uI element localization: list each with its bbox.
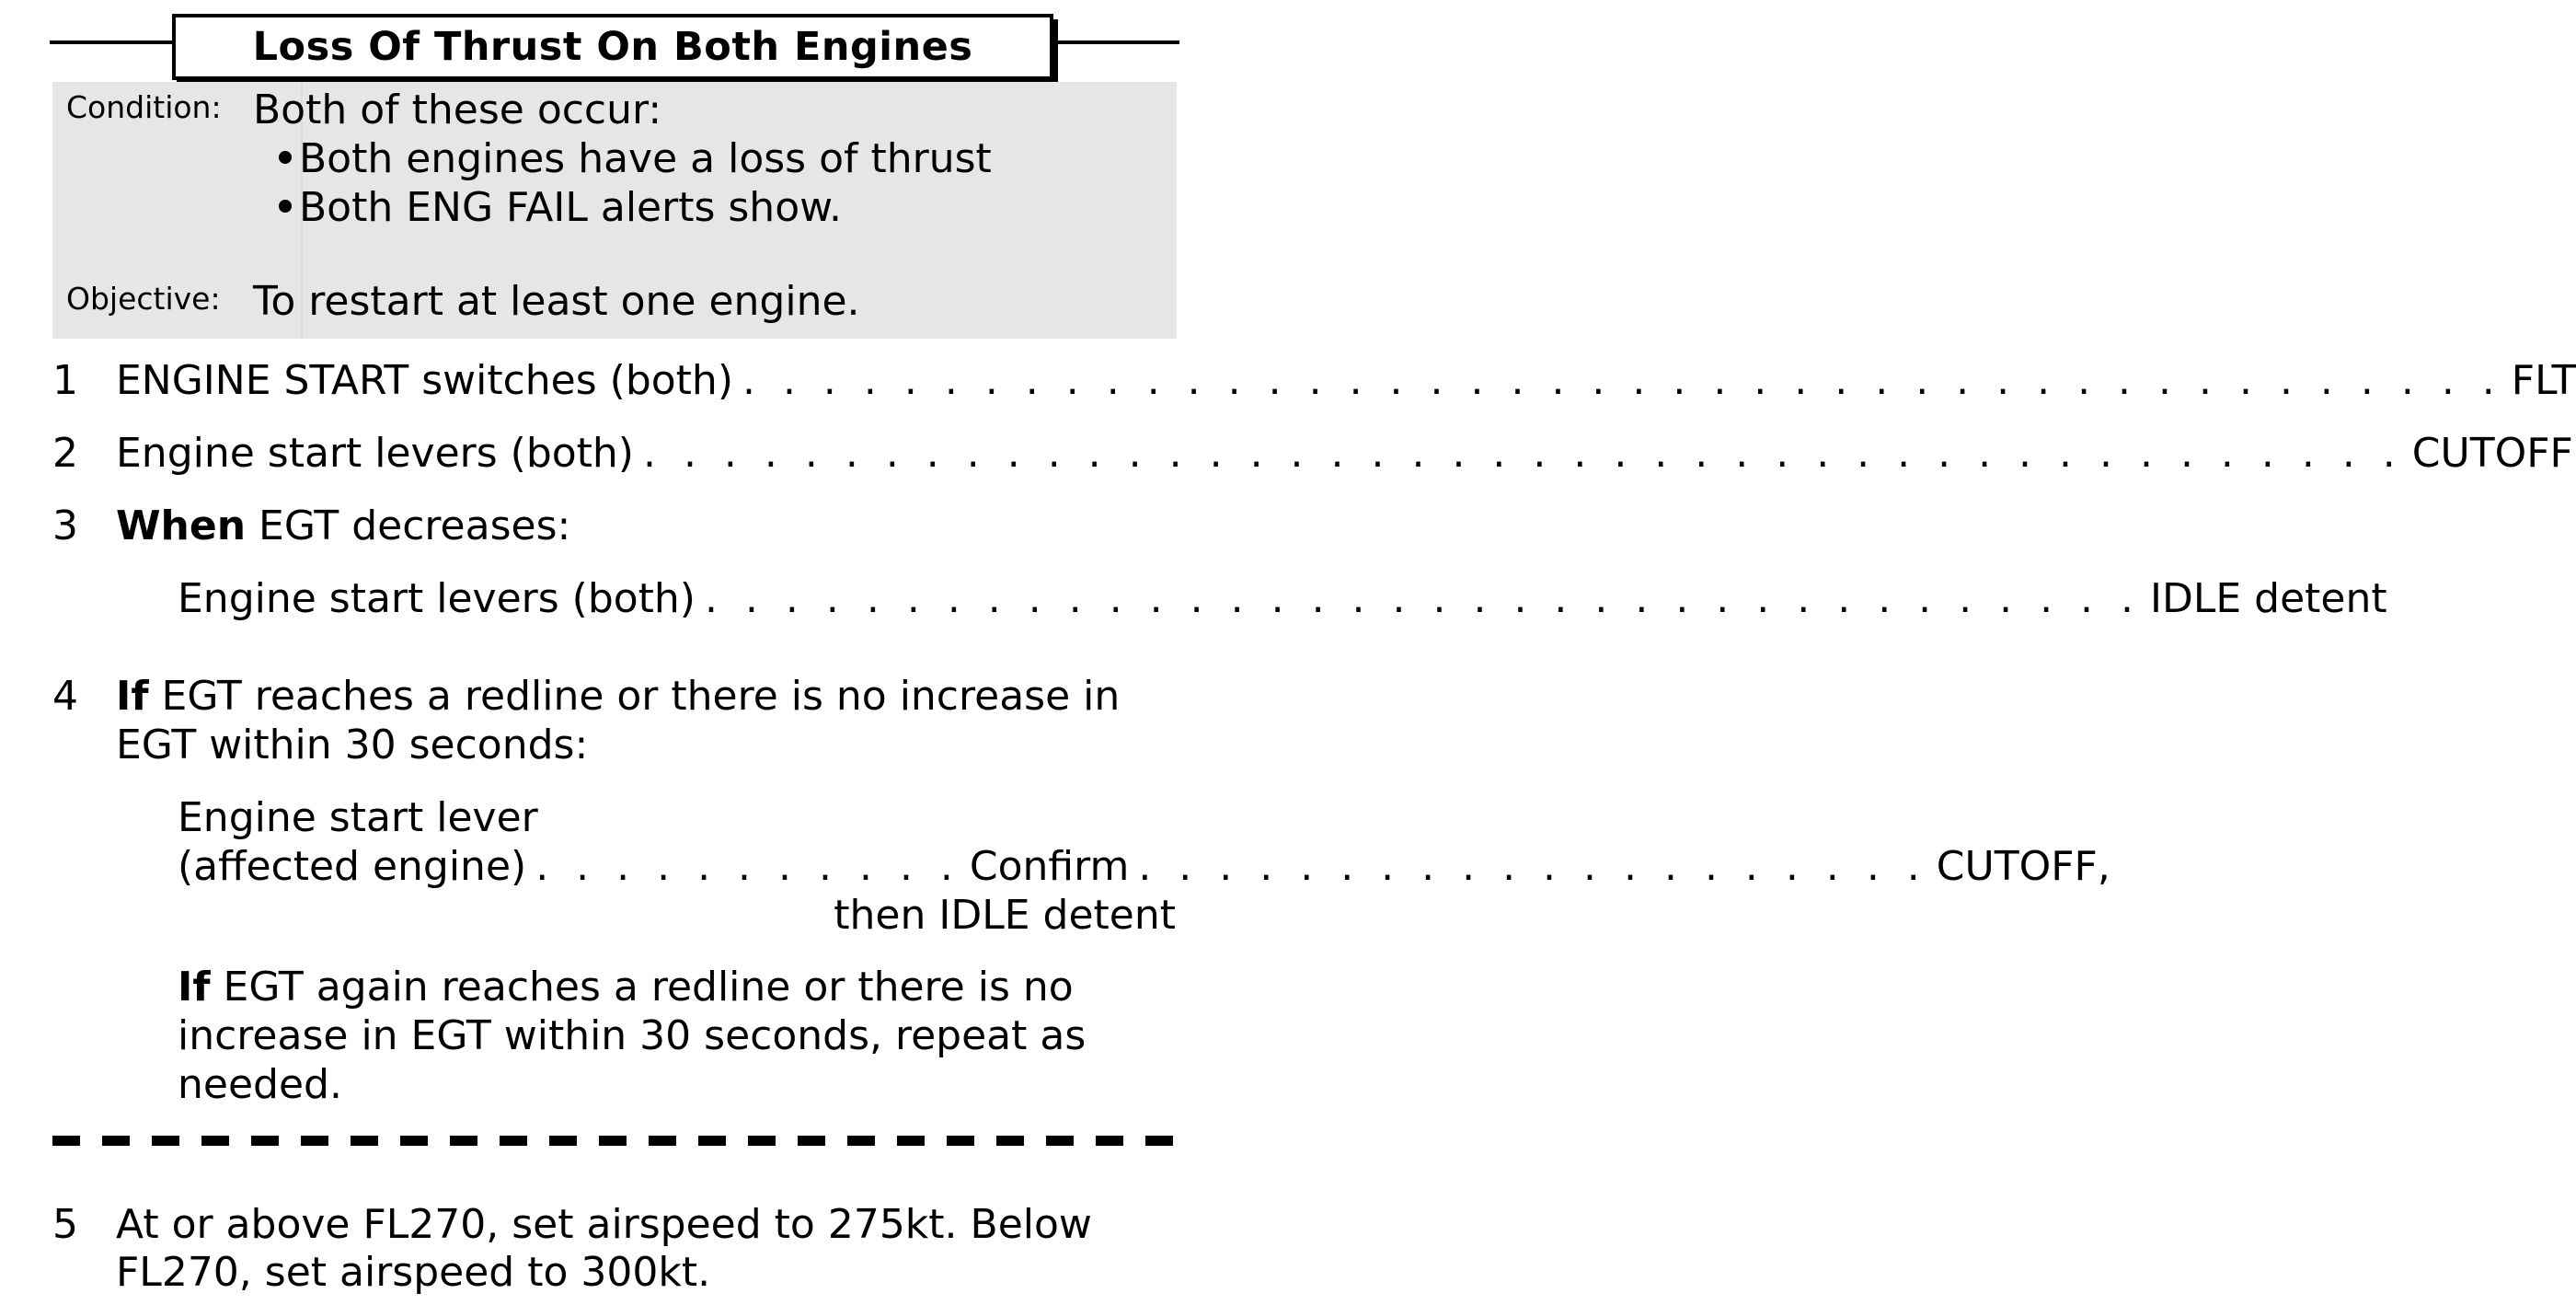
- step-1-value: FLT: [2511, 357, 2576, 404]
- objective-text: To restart at least one engine.: [253, 278, 860, 325]
- step-3-action-row: [178, 575, 2387, 622]
- step-1-row: [116, 357, 2576, 404]
- leader-dots: . . . . . . . . . . . . . . . . . . . . . . . . . . . . . . . . . . . . . . . . . . . .: [642, 430, 2403, 477]
- step-1-item: ENGINE START switches (both): [116, 357, 733, 404]
- condition-bullet: [279, 184, 842, 231]
- section-divider: [52, 1136, 1177, 1146]
- step-4-note-text: EGT again reaches a redline or there is no: [223, 964, 1074, 1011]
- step-3-number: 3: [52, 502, 78, 549]
- leader-dots: . . . . . . . . . . .: [535, 843, 960, 890]
- bullet-icon: [279, 151, 292, 164]
- step-3-keyword: When: [116, 502, 247, 549]
- condition-block: [52, 82, 1177, 339]
- step-4-note-line2: increase in EGT within 30 seconds, repeat as: [178, 1012, 1087, 1059]
- title-box: [172, 14, 1053, 80]
- condition-label: Condition:: [66, 89, 222, 125]
- step-4-action-row: [178, 843, 2110, 890]
- title-rule-left: [50, 40, 178, 44]
- step-4-item-line2: (affected engine): [178, 843, 527, 890]
- step-5-line2: FL270, set airspeed to 300kt.: [116, 1249, 711, 1296]
- leader-dots: . . . . . . . . . . . . . . . . . . . . . . . . . . . . . . . . . . . . . . . . . . . .: [742, 357, 2502, 404]
- condition-bullet: [279, 135, 992, 182]
- bullet-icon: [279, 200, 292, 213]
- step-1-number: 1: [52, 357, 78, 404]
- step-4-value-line1: CUTOFF,: [1936, 843, 2110, 890]
- step-2-number: 2: [52, 430, 78, 477]
- step-4-keyword: If: [116, 673, 149, 720]
- leader-dots: . . . . . . . . . . . . . . . . . . . .: [1138, 843, 1927, 890]
- step-4-value-line2: then IDLE detent: [834, 892, 1176, 939]
- step-3-item: Engine start levers (both): [178, 575, 696, 622]
- step-4-condition-line1: [116, 673, 1120, 720]
- step-2-row: [116, 430, 2573, 477]
- step-3-condition-text: EGT decreases:: [259, 502, 571, 549]
- step-4-number: 4: [52, 673, 78, 720]
- step-3-value: IDLE detent: [2150, 575, 2387, 622]
- step-2-item: Engine start levers (both): [116, 430, 634, 477]
- step-5-line1: At or above FL270, set airspeed to 275kt. Below: [116, 1201, 1092, 1248]
- step-2-value: CUTOFF: [2411, 430, 2573, 477]
- step-4-condition-line2: EGT within 30 seconds:: [116, 722, 589, 768]
- title-rule-right: [1049, 40, 1179, 44]
- objective-label: Objective:: [66, 281, 221, 317]
- step-4-condition-text: EGT reaches a redline or there is no increase in: [161, 673, 1121, 720]
- step-4-item-line1: Engine start lever: [178, 794, 538, 841]
- condition-bullet-text: Both engines have a loss of thrust: [299, 135, 992, 182]
- step-4-note-line1: [178, 964, 1074, 1011]
- step-3-condition: [116, 502, 570, 549]
- leader-dots: . . . . . . . . . . . . . . . . . . . . . . . . . . . . . . . . . . . .: [704, 575, 2142, 622]
- condition-intro: Both of these occur:: [253, 87, 662, 133]
- condition-bullet-text: Both ENG FAIL alerts show.: [299, 184, 843, 231]
- step-4-note-keyword: If: [178, 964, 211, 1011]
- step-4-note-line3: needed.: [178, 1061, 342, 1108]
- step-5-number: 5: [52, 1201, 78, 1248]
- checklist-title: Loss Of Thrust On Both Engines: [252, 24, 973, 70]
- step-4-confirm: Confirm: [969, 843, 1130, 890]
